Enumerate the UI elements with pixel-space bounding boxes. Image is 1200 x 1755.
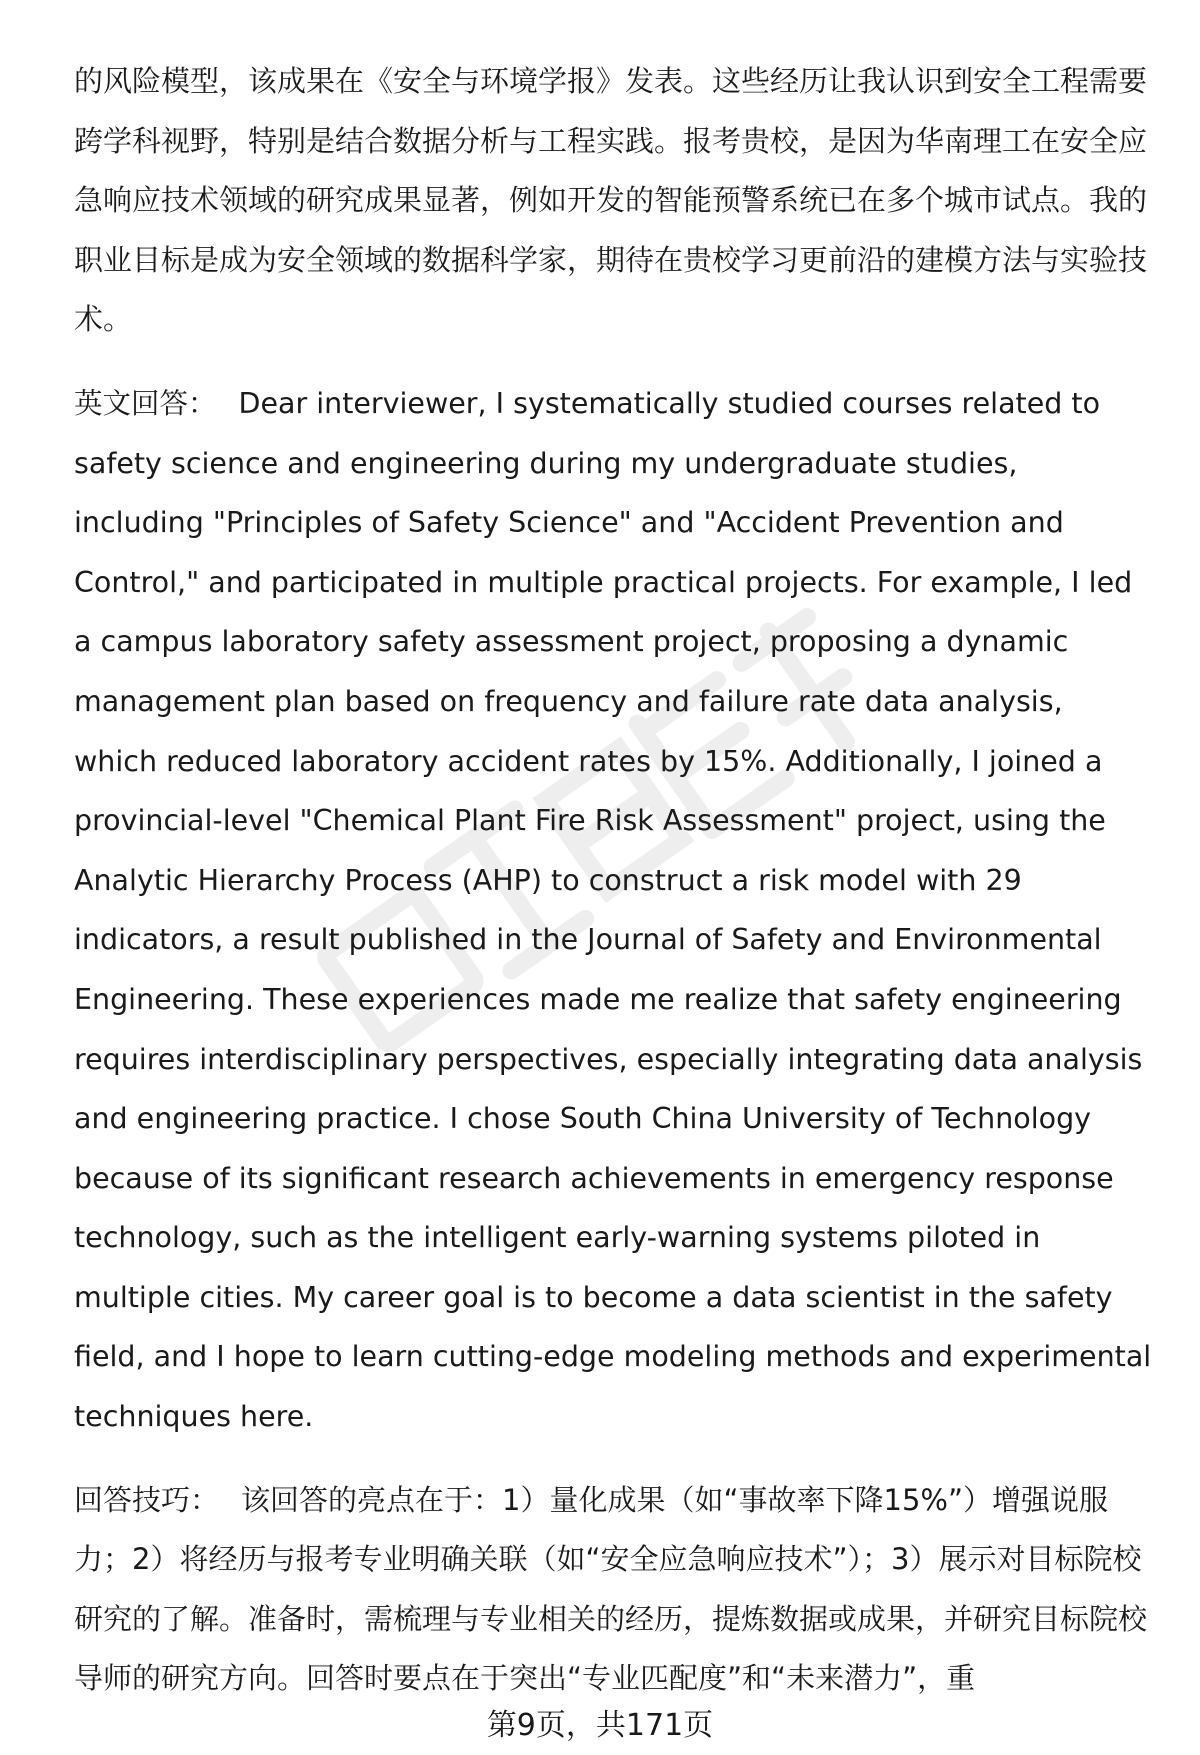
english-answer-text: Dear interviewer, I systematically studied courses related to safety science and engineering during my undergraduate studies, including "Principles of Safety Science" and "Accident Prevention and Control," and participated in multiple practical projects. For example, I led a campus laboratory safety assessment project, proposing a dynamic management plan based on frequency and failure rate data analysis, which reduced laboratory accident rates by 15%. Additionally, I joined a provincial-level "Chemical Plant Fire Risk Assessment" project, using the Analytic Hierarchy Process (AHP) to construct a risk model with 29 indicators, a result published in the Journal of Safety and Environmental Engineering. These experiences made me realize that safety engineering requires interdisciplinary perspectives, especially integrating data analysis and engineering practice. I chose South China University of Technology because of its significant research achievements in emergency response technology, such as the intelligent early-warning systems piloted in multiple cities. My career goal is to become a data scientist in the safety field, and I hope to learn cutting-edge modeling methods and experimental techniques here. (74, 386, 1161, 1434)
english-answer-label: 英文回答： (74, 386, 217, 420)
paragraph-continued-chinese-answer: 的风险模型，该成果在《安全与环境学报》发表。这些经历让我认识到安全工程需要跨学科视野，特别是结合数据分析与工程实践。报考贵校，是因为华南理工在安全应急响应技术领域的研究成果显著，例如开发的智能预警系统已在多个城市试点。我的职业目标是成为安全领域的数据科学家，期待在贵校学习更前沿的建模方法与实验技术。 (74, 64, 1148, 337)
answer-tips-paragraph (74, 1471, 1154, 1709)
document-page (74, 52, 1161, 1709)
english-answer-paragraph (74, 374, 1161, 1447)
answer-tips-label: 回答技巧： (74, 1482, 220, 1517)
answer-tips-text: 该回答的亮点在于：1）量化成果（如“事故率下降15%”）增强说服力；2）将经历与报考专业明确关联（如“安全应急响应技术”）；3）展示对目标院校研究的了解。准备时，需梳理与专业相关的经历，提炼数据或成果，并研究目标院校导师的研究方向。回答时要点在于突出“专业匹配度”和“未来潜力”，重 (74, 1482, 1148, 1696)
page-number-footer: 第9页，共171页 (486, 1708, 714, 1743)
